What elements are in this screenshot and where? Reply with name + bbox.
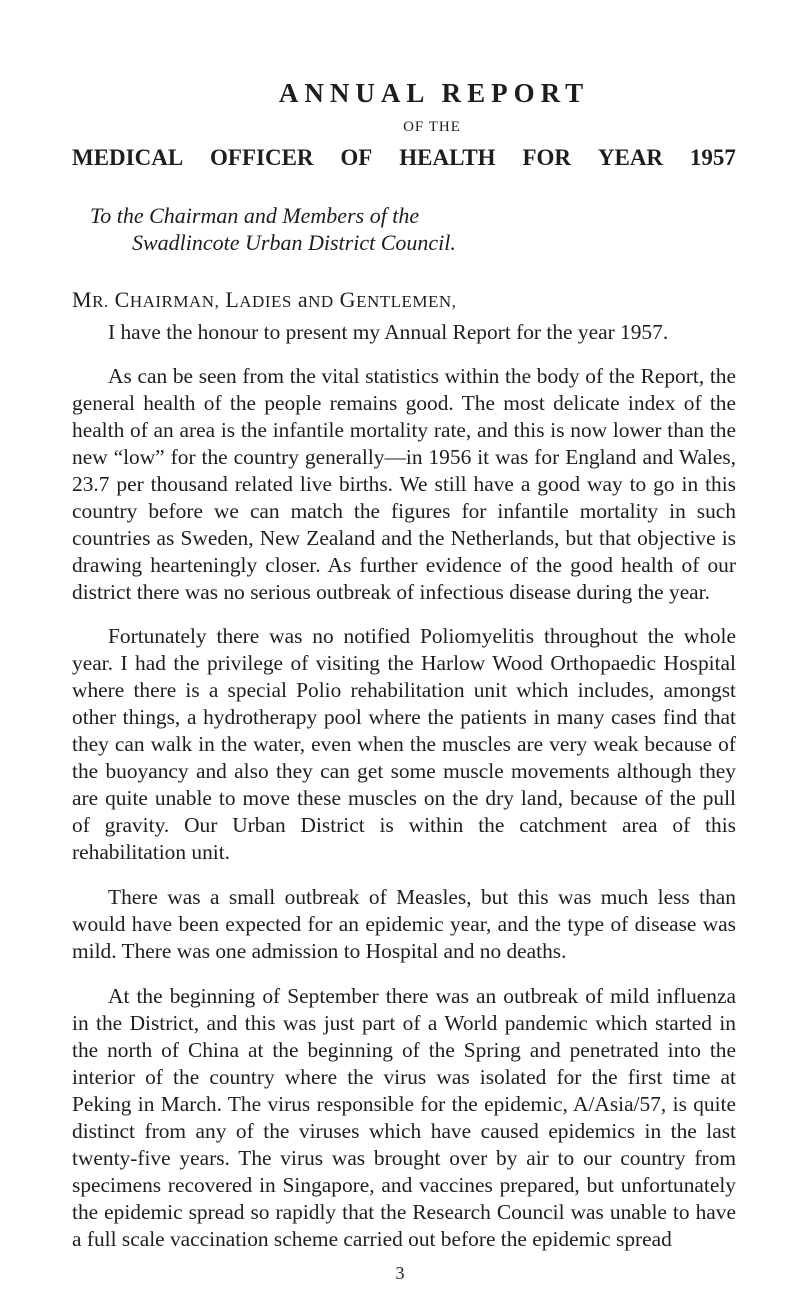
address-line-1: To the Chairman and Members of the [90, 203, 420, 228]
paragraph-poliomyelitis: Fortunately there was no notified Poliomyelitis throughout the whole year. I had the privilege of visiting the Harlow Wood Orthopaedic Hospital where there is a special Polio rehabilitation unit which includes, amongst other things, a hydrotherapy pool where the patients in many cases find that they can walk in the water, even when the muscles are very weak because of the buoyancy and also they can get some muscle movements although they are quite unable to move these muscles on the dry land, because of the pull of gravity. Our Urban District is within the catchment area of this rehabilitation unit. [72, 624, 736, 864]
report-subtitle [72, 144, 736, 172]
subtitle-word: HEALTH [399, 145, 496, 170]
page-number: 3 [395, 1263, 405, 1283]
report-page-content [72, 78, 736, 1253]
subtitle-word: FOR [522, 145, 571, 170]
address-block [90, 202, 736, 256]
report-title-connector: OF THE [403, 119, 461, 135]
subtitle-word: OF [340, 145, 373, 170]
report-title: ANNUAL REPORT [278, 78, 590, 108]
subtitle-word: MEDICAL [72, 145, 184, 170]
paragraph-general-health: As can be seen from the vital statistics within the body of the Report, the general health of the people remains good. The most delicate index of the health of an area is the infantile mortality rate, and this is now lower than the new “low” for the country generally—in 1956 it was for England and Wales, 23.7 per thousand related live births. We still have a good way to go in this country before we can match the figures for infantile mortality in such countries as Sweden, New Zealand and the Netherlands, but that objective is drawing hearteningly closer. As further evidence of the good health of our district there was no serious outbreak of infectious disease during the year. [72, 364, 736, 604]
salutation: MR. CHAIRMAN, LADIES aND GENTLEMEN, [72, 287, 457, 312]
subtitle-word: OFFICER [210, 145, 314, 170]
subtitle-word: 1957 [689, 145, 736, 170]
subtitle-word: YEAR [597, 145, 664, 170]
paragraph-influenza: At the beginning of September there was an outbreak of mild influenza in the District, and this was just part of a World pandemic which started in the north of China at the beginning of the Spring and penetrated into the interior of the country where the virus was isolated for the first time at Peking in March. The virus responsible for the epidemic, A/Asia/57, is quite distinct from any of the viruses which have caused epidemics in the last twenty-five years. The virus was brought over by air to our country from specimens recovered in Singapore, and vaccines prepared, but unfortunately the epidemic spread so rapidly that the Research Council was unable to have a full scale vaccination scheme carried out before the epidemic spread [72, 984, 736, 1251]
address-line-2: Swadlincote Urban District Council. [132, 230, 456, 255]
paragraph-measles: There was a small outbreak of Measles, but this was much less than would have been expected for an epidemic year, and the type of disease was mild. There was one admission to Hospital and no deaths. [72, 885, 736, 963]
paragraph-introduction: I have the honour to present my Annual Report for the year 1957. [108, 320, 669, 344]
